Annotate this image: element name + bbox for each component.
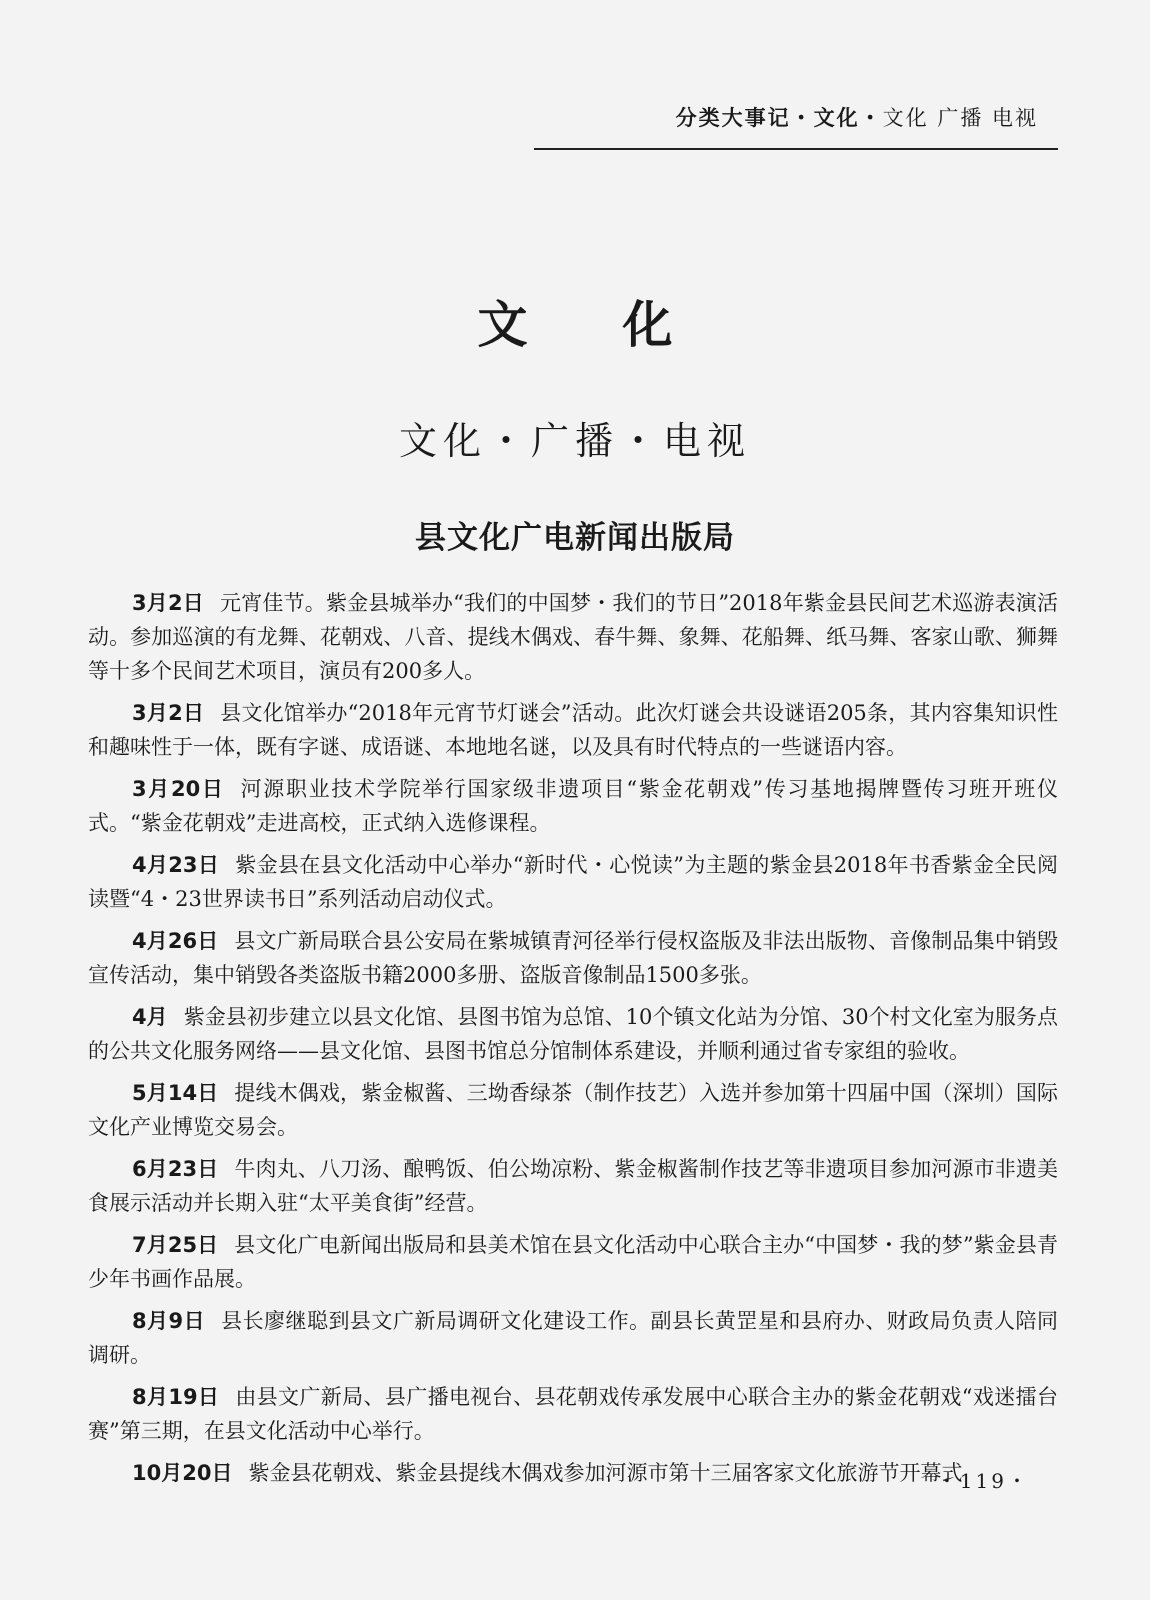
- entry-text: 县文化广电新闻出版局和县美术馆在县文化活动中心联合主办“中国梦・我的梦”紫金县青少年书画作品展。: [88, 1233, 1059, 1291]
- entry-date: 4月23日: [132, 853, 220, 877]
- entry-text: 元宵佳节。紫金县城举办“我们的中国梦・我们的节日”2018年紫金县民间艺术巡游表演活动。参加巡演的有龙舞、花朝戏、八音、提线木偶戏、春牛舞、象舞、花船舞、纸马舞、客家山歌、狮舞等十多个民间艺术项目，演员有200多人。: [88, 591, 1058, 683]
- page-number: ・119・: [936, 1469, 1030, 1493]
- header-rule: [534, 148, 1058, 150]
- chronicle-entry: [88, 1380, 1058, 1448]
- entry-date: 5月14日: [132, 1081, 219, 1105]
- entry-date: 8月19日: [132, 1385, 220, 1409]
- entry-date: 10月20日: [132, 1461, 233, 1485]
- chronicle-entry: [88, 1304, 1058, 1372]
- running-header-category: 分类大事记・文化・: [675, 106, 883, 130]
- chronicle-entry: [88, 1076, 1058, 1144]
- entry-date: 3月20日: [132, 777, 225, 801]
- chronicle-entry: [88, 1152, 1058, 1220]
- chronicle-entry: [88, 924, 1058, 992]
- chronicle-entry: [88, 1228, 1058, 1296]
- section-title: 文化・广播・电视: [398, 419, 751, 463]
- chronicle-entry: [88, 848, 1058, 916]
- entry-date: 3月2日: [132, 701, 205, 725]
- entry-text: 河源职业技术学院举行国家级非遗项目“紫金花朝戏”传习基地揭牌暨传习班开班仪式。“紫金花朝戏”走进高校，正式纳入选修课程。: [88, 777, 1058, 835]
- entry-date: 7月25日: [132, 1233, 219, 1257]
- entry-text: 牛肉丸、八刀汤、酿鸭饭、伯公坳凉粉、紫金椒酱制作技艺等非遗项目参加河源市非遗美食展示活动并长期入驻“太平美食街”经营。: [88, 1157, 1058, 1215]
- chronicle-entry: [88, 1000, 1058, 1068]
- chapter-title: 文化: [477, 296, 768, 354]
- chronicle-entry: [88, 772, 1058, 840]
- entry-text: 县文广新局联合县公安局在紫城镇青河径举行侵权盗版及非法出版物、音像制品集中销毁宣传活动，集中销毁各类盗版书籍2000多册、盗版音像制品1500多张。: [88, 929, 1058, 987]
- chronicle-entries: [88, 586, 1058, 1498]
- running-header: [676, 102, 1038, 132]
- sub-title: 县文化广电新闻出版局: [415, 520, 735, 556]
- chronicle-entry: [88, 696, 1058, 764]
- entry-text: 县文化馆举办“2018年元宵节灯谜会”活动。此次灯谜会共设谜语205条，其内容集知识性和趣味性于一体，既有字谜、成语谜、本地地名谜，以及具有时代特点的一些谜语内容。: [88, 701, 1058, 759]
- chronicle-entry: [88, 1456, 1058, 1490]
- entry-text: 提线木偶戏，紫金椒酱、三坳香绿茶（制作技艺）入选并参加第十四届中国（深圳）国际文化产业博览交易会。: [88, 1081, 1058, 1139]
- entry-text: 紫金县花朝戏、紫金县提线木偶戏参加河源市第十三届客家文化旅游节开幕式: [248, 1461, 963, 1485]
- entry-date: 4月26日: [132, 929, 219, 953]
- entry-date: 8月9日: [132, 1309, 206, 1333]
- entry-text: 紫金县初步建立以县文化馆、县图书馆为总馆、10个镇文化站为分馆、30个村文化室为服务点的公共文化服务网络——县文化馆、县图书馆总分馆制体系建设，并顺利通过省专家组的验收。: [88, 1005, 1058, 1063]
- running-header-section: 文化 广播 电视: [882, 106, 1038, 130]
- entry-date: 6月23日: [132, 1157, 219, 1181]
- entry-text: 紫金县在县文化活动中心举办“新时代・心悦读”为主题的紫金县2018年书香紫金全民阅读暨“4・23世界读书日”系列活动启动仪式。: [88, 853, 1058, 911]
- entry-text: 由县文广新局、县广播电视台、县花朝戏传承发展中心联合主办的紫金花朝戏“戏迷擂台赛”第三期，在县文化活动中心举行。: [88, 1385, 1058, 1443]
- chronicle-entry: [88, 586, 1058, 688]
- entry-date: 4月: [132, 1005, 168, 1029]
- entry-text: 县长廖继聪到县文广新局调研文化建设工作。副县长黄罡星和县府办、财政局负责人陪同调研。: [88, 1309, 1058, 1367]
- entry-date: 3月2日: [132, 591, 204, 615]
